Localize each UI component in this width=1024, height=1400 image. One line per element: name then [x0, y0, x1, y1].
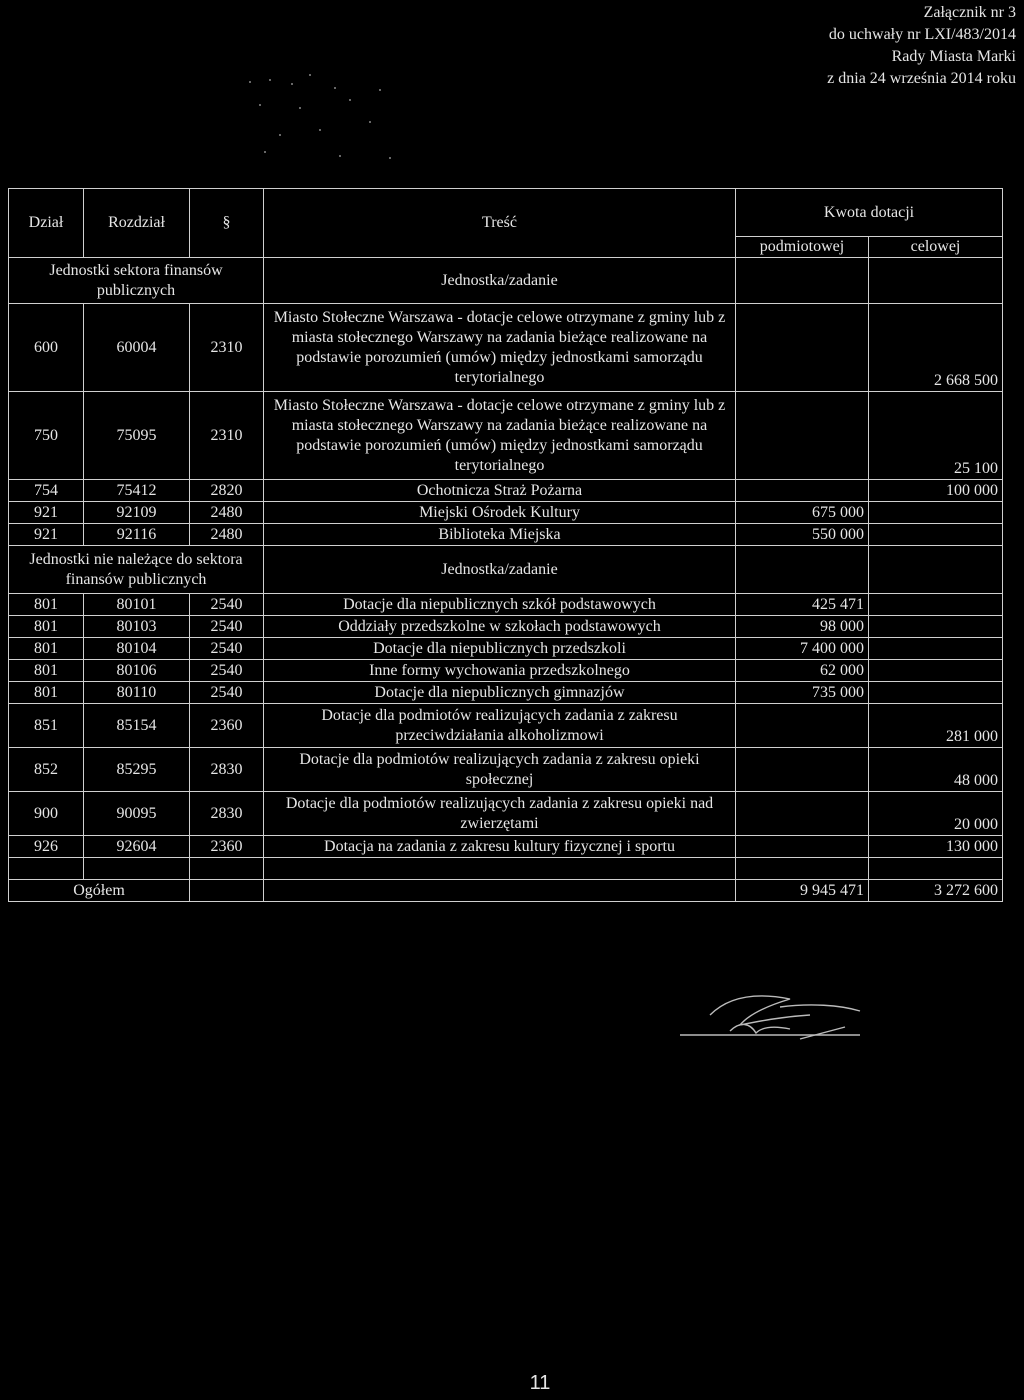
header-dzial: Dział	[9, 189, 84, 258]
spacer-cell	[84, 858, 190, 880]
attachment-header	[827, 2, 1016, 90]
cell-dzial: 754	[9, 480, 84, 502]
table-row	[9, 480, 1003, 502]
cell-dzial: 801	[9, 660, 84, 682]
total-label: Ogółem	[9, 880, 190, 902]
cell-celowej	[869, 638, 1003, 660]
cell-rozdzial: 75095	[84, 392, 190, 480]
cell-dzial: 921	[9, 524, 84, 546]
table-row	[9, 392, 1003, 480]
cell-tresc: Miasto Stołeczne Warszawa - dotacje celowe otrzymane z gminy lub z miasta stołecznego Warszawy na zadania bieżące realizowane na podstawie porozumień (umów) między jednostkami samorządu terytorialnego	[264, 392, 736, 480]
cell-podmiotowej	[736, 392, 869, 480]
cell-tresc: Dotacja na zadania z zakresu kultury fizycznej i sportu	[264, 836, 736, 858]
cell-podmiotowej: 675 000	[736, 502, 869, 524]
cell-rozdzial: 90095	[84, 792, 190, 836]
cell-rozdzial: 92116	[84, 524, 190, 546]
cell-paragraf: 2360	[190, 836, 264, 858]
section2-cel-empty	[869, 546, 1003, 594]
cell-podmiotowej: 98 000	[736, 616, 869, 638]
table-row	[9, 704, 1003, 748]
signature	[670, 985, 930, 1055]
attachment-number: Załącznik nr 3	[923, 4, 1016, 21]
cell-podmiotowej: 735 000	[736, 682, 869, 704]
cell-paragraf: 2830	[190, 748, 264, 792]
total-celowej: 3 272 600	[869, 880, 1003, 902]
cell-podmiotowej	[736, 748, 869, 792]
cell-tresc: Dotacje dla niepublicznych przedszkoli	[264, 638, 736, 660]
cell-tresc: Miasto Stołeczne Warszawa - dotacje celowe otrzymane z gminy lub z miasta stołecznego Warszawy na zadania bieżące realizowane na podstawie porozumień (umów) między jednostkami samorządu terytorialnego	[264, 304, 736, 392]
table-row	[9, 792, 1003, 836]
cell-rozdzial: 75412	[84, 480, 190, 502]
cell-rozdzial: 80106	[84, 660, 190, 682]
total-empty-tresc	[264, 880, 736, 902]
cell-tresc: Biblioteka Miejska	[264, 524, 736, 546]
table-row	[9, 616, 1003, 638]
table-row	[9, 304, 1003, 392]
section2-desc: Jednostka/zadanie	[264, 546, 736, 594]
cell-celowej	[869, 594, 1003, 616]
cell-rozdzial: 92109	[84, 502, 190, 524]
cell-podmiotowej	[736, 304, 869, 392]
cell-celowej	[869, 660, 1003, 682]
cell-paragraf: 2540	[190, 660, 264, 682]
section2-podm-empty	[736, 546, 869, 594]
cell-celowej: 281 000	[869, 704, 1003, 748]
spacer-cell	[9, 858, 84, 880]
table-row	[9, 638, 1003, 660]
cell-rozdzial: 80101	[84, 594, 190, 616]
table-header-row	[9, 189, 1003, 237]
cell-rozdzial: 80103	[84, 616, 190, 638]
section2-label: Jednostki nie należące do sektora finansów publicznych	[9, 546, 264, 594]
cell-podmiotowej: 425 471	[736, 594, 869, 616]
cell-dzial: 921	[9, 502, 84, 524]
header-celowej: celowej	[869, 237, 1003, 258]
section1-header-row	[9, 258, 1003, 304]
spacer-cell	[736, 858, 869, 880]
cell-podmiotowej: 62 000	[736, 660, 869, 682]
cell-podmiotowej: 550 000	[736, 524, 869, 546]
cell-tresc: Miejski Ośrodek Kultury	[264, 502, 736, 524]
cell-podmiotowej: 7 400 000	[736, 638, 869, 660]
cell-podmiotowej	[736, 480, 869, 502]
cell-dzial: 926	[9, 836, 84, 858]
header-kwota-dotacji: Kwota dotacji	[736, 189, 1003, 237]
cell-tresc: Dotacje dla niepublicznych szkół podstawowych	[264, 594, 736, 616]
cell-paragraf: 2480	[190, 502, 264, 524]
table-row	[9, 748, 1003, 792]
resolution-number: do uchwały nr LXI/483/2014	[828, 26, 1016, 43]
cell-tresc: Dotacje dla podmiotów realizujących zadania z zakresu przeciwdziałania alkoholizmowi	[264, 704, 736, 748]
cell-rozdzial: 85295	[84, 748, 190, 792]
table-row	[9, 836, 1003, 858]
cell-celowej	[869, 682, 1003, 704]
table-row	[9, 502, 1003, 524]
cell-paragraf: 2540	[190, 594, 264, 616]
cell-rozdzial: 92604	[84, 836, 190, 858]
total-podmiotowej: 9 945 471	[736, 880, 869, 902]
cell-celowej: 20 000	[869, 792, 1003, 836]
subsidies-table	[8, 188, 1003, 902]
cell-paragraf: 2310	[190, 304, 264, 392]
table-row	[9, 524, 1003, 546]
section2-header-row	[9, 546, 1003, 594]
cell-dzial: 900	[9, 792, 84, 836]
cell-tresc: Ochotnicza Straż Pożarna	[264, 480, 736, 502]
cell-paragraf: 2360	[190, 704, 264, 748]
cell-podmiotowej	[736, 792, 869, 836]
cell-dzial: 801	[9, 594, 84, 616]
cell-celowej: 2 668 500	[869, 304, 1003, 392]
cell-celowej: 48 000	[869, 748, 1003, 792]
cell-dzial: 851	[9, 704, 84, 748]
cell-tresc: Oddziały przedszkolne w szkołach podstawowych	[264, 616, 736, 638]
section1-cel-empty	[869, 258, 1003, 304]
page-number: 11	[529, 1372, 551, 1394]
spacer-row	[9, 858, 1003, 880]
section1-label: Jednostki sektora finansów publicznych	[9, 258, 264, 304]
scan-noise	[240, 60, 420, 170]
table-row	[9, 660, 1003, 682]
cell-tresc: Dotacje dla podmiotów realizujących zadania z zakresu opieki nad zwierzętami	[264, 792, 736, 836]
cell-celowej	[869, 616, 1003, 638]
header-podmiotowej: podmiotowej	[736, 237, 869, 258]
table-row	[9, 594, 1003, 616]
cell-tresc: Dotacje dla podmiotów realizujących zadania z zakresu opieki społecznej	[264, 748, 736, 792]
cell-podmiotowej	[736, 836, 869, 858]
cell-tresc: Dotacje dla niepublicznych gimnazjów	[264, 682, 736, 704]
resolution-date: z dnia 24 września 2014 roku	[827, 70, 1016, 87]
section1-podm-empty	[736, 258, 869, 304]
spacer-cell	[869, 858, 1003, 880]
spacer-cell	[264, 858, 736, 880]
cell-paragraf: 2310	[190, 392, 264, 480]
total-row	[9, 880, 1003, 902]
cell-dzial: 801	[9, 616, 84, 638]
cell-dzial: 852	[9, 748, 84, 792]
header-rozdzial: Rozdział	[84, 189, 190, 258]
cell-celowej: 25 100	[869, 392, 1003, 480]
cell-rozdzial: 60004	[84, 304, 190, 392]
cell-podmiotowej	[736, 704, 869, 748]
cell-paragraf: 2830	[190, 792, 264, 836]
cell-paragraf: 2820	[190, 480, 264, 502]
cell-celowej	[869, 502, 1003, 524]
spacer-cell	[190, 858, 264, 880]
cell-rozdzial: 80104	[84, 638, 190, 660]
section1-desc: Jednostka/zadanie	[264, 258, 736, 304]
header-paragraf: §	[190, 189, 264, 258]
cell-rozdzial: 80110	[84, 682, 190, 704]
total-empty-par	[190, 880, 264, 902]
cell-tresc: Inne formy wychowania przedszkolnego	[264, 660, 736, 682]
cell-dzial: 600	[9, 304, 84, 392]
cell-paragraf: 2540	[190, 638, 264, 660]
header-tresc: Treść	[264, 189, 736, 258]
cell-paragraf: 2480	[190, 524, 264, 546]
cell-dzial: 801	[9, 682, 84, 704]
cell-paragraf: 2540	[190, 682, 264, 704]
cell-celowej: 130 000	[869, 836, 1003, 858]
table-row	[9, 682, 1003, 704]
cell-dzial: 801	[9, 638, 84, 660]
council-name: Rady Miasta Marki	[891, 48, 1016, 65]
cell-celowej	[869, 524, 1003, 546]
cell-celowej: 100 000	[869, 480, 1003, 502]
cell-dzial: 750	[9, 392, 84, 480]
cell-paragraf: 2540	[190, 616, 264, 638]
cell-rozdzial: 85154	[84, 704, 190, 748]
